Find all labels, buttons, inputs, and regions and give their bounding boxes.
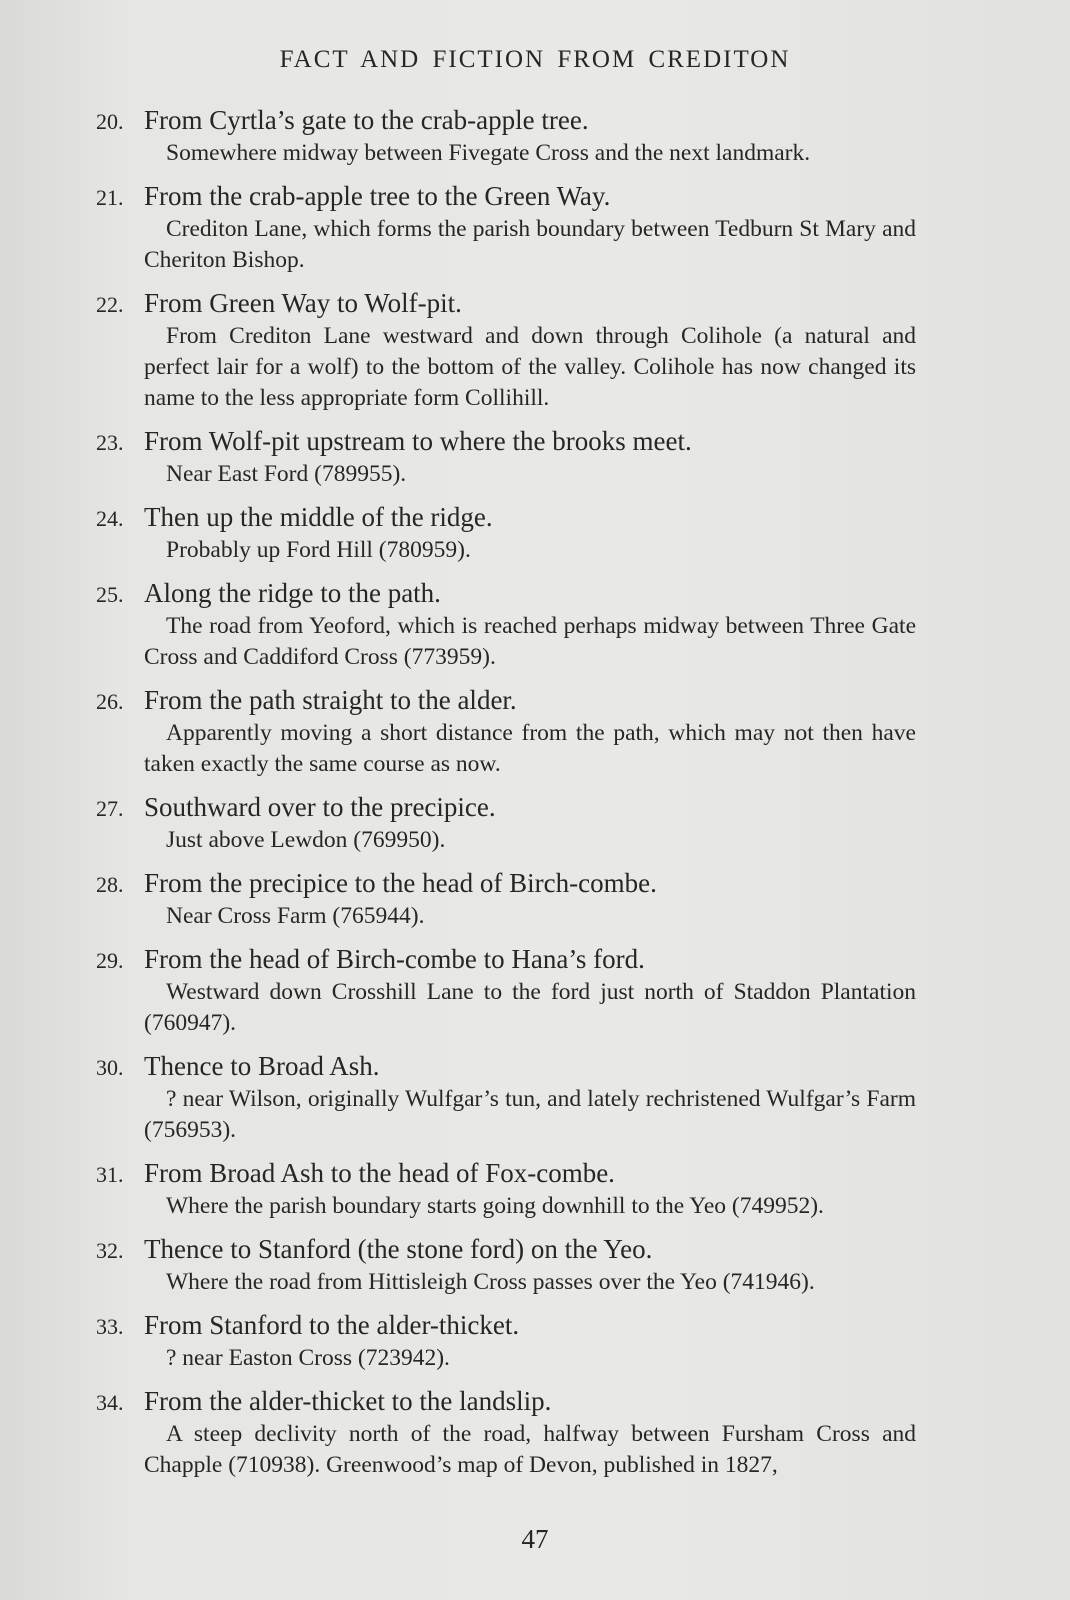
entry-note: ? near Wilson, originally Wulfgar’s tun, and lately rechristened Wulfgar’s Farm (756953). <box>144 1086 916 1143</box>
entry-number: 22. <box>96 292 124 317</box>
entry-title: Thence to Broad Ash. <box>144 1051 380 1081</box>
entry-22 <box>96 287 916 414</box>
entry-title: From Wolf-pit upstream to where the brooks meet. <box>144 426 692 456</box>
entry-title: Thence to Stanford (the stone ford) on the Yeo. <box>144 1234 653 1264</box>
entry-28 <box>96 867 916 932</box>
entry-note: From Crediton Lane westward and down through Colihole (a natural and perfect lair for a wolf) to the bottom of the valley. Colihole has now changed its name to the less appropriate form Collihill. <box>144 323 916 411</box>
entry-title: From the crab-apple tree to the Green Way. <box>144 181 611 211</box>
entry-number: 26. <box>96 689 124 714</box>
entry-number: 29. <box>96 948 124 973</box>
entry-note: Probably up Ford Hill (780959). <box>166 537 471 563</box>
entry-number: 20. <box>96 109 124 134</box>
entry-title: From the alder-thicket to the landslip. <box>144 1386 552 1416</box>
entry-title: From Stanford to the alder-thicket. <box>144 1310 520 1340</box>
entry-note: Near East Ford (789955). <box>166 461 407 487</box>
entry-note: Where the parish boundary starts going downhill to the Yeo (749952). <box>166 1193 824 1219</box>
entry-number: 27. <box>96 796 124 821</box>
entry-number: 21. <box>96 185 124 210</box>
entry-note: Crediton Lane, which forms the parish boundary between Tedburn St Mary and Cheriton Bishop. <box>144 216 916 273</box>
entry-title: From Broad Ash to the head of Fox-combe. <box>144 1158 615 1188</box>
entry-number: 33. <box>96 1314 124 1339</box>
entry-number: 24. <box>96 506 124 531</box>
entry-23 <box>96 425 916 490</box>
page-number: 47 <box>521 1524 549 1554</box>
entry-number: 30. <box>96 1055 124 1080</box>
entry-34 <box>96 1385 916 1481</box>
entry-title: From the path straight to the alder. <box>144 685 517 715</box>
entry-31 <box>96 1157 916 1222</box>
entry-title: Southward over to the precipice. <box>144 792 496 822</box>
entry-note: Just above Lewdon (769950). <box>166 827 446 853</box>
entry-number: 28. <box>96 872 124 897</box>
entry-21 <box>96 180 916 276</box>
entry-number: 31. <box>96 1162 124 1187</box>
entry-note: Apparently moving a short distance from the path, which may not then have taken exactly the same course as now. <box>144 720 916 777</box>
entry-note: A steep declivity north of the road, halfway between Fursham Cross and Chapple (710938). Greenwood’s map of Devon, published in 1827, <box>144 1421 916 1478</box>
entry-24 <box>96 501 916 566</box>
running-header: FACT AND FICTION FROM CREDITON <box>279 46 791 73</box>
entry-title: From the head of Birch-combe to Hana’s ford. <box>144 944 645 974</box>
entry-20 <box>96 104 916 169</box>
entry-number: 23. <box>96 430 124 455</box>
entry-number: 34. <box>96 1390 124 1415</box>
entry-title: From Cyrtla’s gate to the crab-apple tree. <box>144 105 589 135</box>
boundary-entries-list <box>96 104 916 1492</box>
entry-note: The road from Yeoford, which is reached perhaps midway between Three Gate Cross and Caddiford Cross (773959). <box>144 613 916 670</box>
entry-number: 32. <box>96 1238 124 1263</box>
entry-30 <box>96 1050 916 1146</box>
entry-33 <box>96 1309 916 1374</box>
entry-26 <box>96 684 916 780</box>
entry-29 <box>96 943 916 1039</box>
entry-note: Near Cross Farm (765944). <box>166 903 425 929</box>
entry-32 <box>96 1233 916 1298</box>
entry-27 <box>96 791 916 856</box>
entry-number: 25. <box>96 582 124 607</box>
entry-title: Along the ridge to the path. <box>144 578 441 608</box>
entry-note: Westward down Crosshill Lane to the ford just north of Staddon Plantation (760947). <box>144 979 916 1036</box>
entry-title: From Green Way to Wolf-pit. <box>144 288 462 318</box>
entry-note: Somewhere midway between Fivegate Cross and the next landmark. <box>166 140 811 166</box>
entry-title: Then up the middle of the ridge. <box>144 502 493 532</box>
entry-note: ? near Easton Cross (723942). <box>166 1345 450 1371</box>
entry-25 <box>96 577 916 673</box>
entry-note: Where the road from Hittisleigh Cross passes over the Yeo (741946). <box>166 1269 815 1295</box>
entry-title: From the precipice to the head of Birch-combe. <box>144 868 657 898</box>
